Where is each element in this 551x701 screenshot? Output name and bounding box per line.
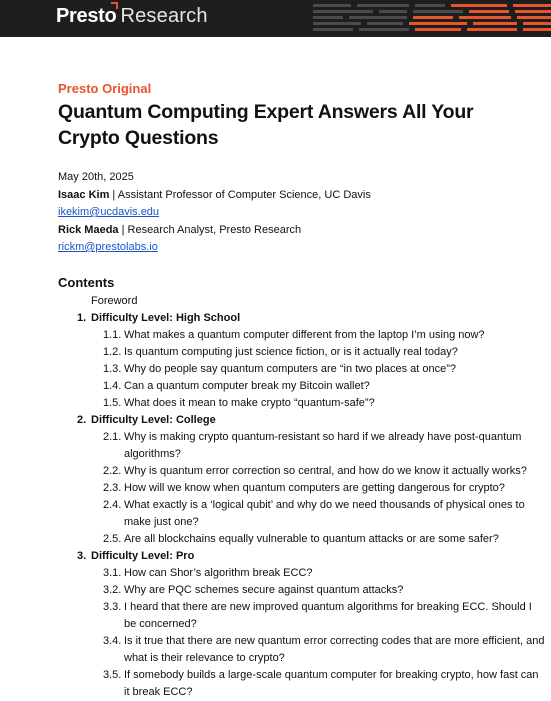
toc-section-label: Difficulty Level: College (91, 413, 216, 426)
logo-brand-o (105, 5, 117, 27)
toc-item[interactable] (58, 361, 551, 378)
toc-item[interactable] (58, 429, 551, 463)
toc-section-number (58, 548, 91, 565)
stripe-row (313, 16, 551, 19)
presto-research-logo[interactable] (56, 5, 208, 27)
toc-item[interactable] (58, 480, 551, 497)
toc-item-number: 3.3. (103, 600, 122, 613)
doc-meta (58, 169, 551, 257)
stripe-segment (409, 22, 467, 25)
decorative-stripes (313, 4, 551, 34)
author-name: Isaac Kim (58, 188, 110, 201)
logo-sub: Research (120, 5, 208, 27)
document-body (0, 81, 551, 701)
stripe-segment (313, 16, 343, 19)
toc-item[interactable] (58, 633, 551, 667)
toc-item-number: 3.1. (103, 566, 122, 579)
stripe-segment (523, 22, 551, 25)
toc-item-text: Are all blockchains equally vulnerable to quantum attacks or are some safer? (124, 532, 499, 545)
author-line (58, 187, 551, 205)
toc-item-number: 2.1. (103, 430, 122, 443)
toc-section-label: Difficulty Level: Pro (91, 549, 195, 562)
stripe-segment (523, 28, 551, 31)
toc-item-number: 3.5. (103, 668, 122, 681)
stripe-row (313, 28, 551, 31)
toc-item-text: Why is making crypto quantum-resistant so hard if we already have post-quantum algorithms? (124, 430, 522, 460)
toc-section-number-text: 1. (77, 311, 87, 324)
contents-heading: Contents (58, 274, 115, 290)
stripe-segment (313, 4, 351, 7)
stripe-segment (313, 22, 361, 25)
toc-item-text: How can Shor’s algorithm break ECC? (124, 566, 313, 579)
author-name: Rick Maeda (58, 223, 119, 236)
toc-item-number: 3.2. (103, 583, 122, 596)
author-email-line (58, 204, 551, 222)
stripe-row (313, 4, 551, 7)
author-line (58, 222, 551, 240)
author-email-link[interactable]: rickm@prestolabs.io (58, 241, 158, 253)
logo-brand-o-letter: o (104, 5, 117, 27)
doc-date: May 20th, 2025 (58, 171, 134, 183)
stripe-segment (473, 22, 517, 25)
stripe-segment (367, 22, 403, 25)
toc-item[interactable] (58, 463, 551, 480)
stripe-segment (513, 4, 551, 7)
toc-item-number: 2.5. (103, 532, 122, 545)
logo-accent-mark (111, 2, 118, 9)
toc-item[interactable] (58, 327, 551, 344)
author-role: | Assistant Professor of Computer Science, UC Davis (109, 188, 371, 201)
toc-item-text: Why are PQC schemes secure against quantum attacks? (124, 583, 404, 596)
toc-item-number: 1.3. (103, 362, 122, 375)
toc-section[interactable] (58, 548, 551, 565)
toc-item[interactable] (58, 599, 551, 633)
toc-section-number-text: 3. (77, 549, 87, 562)
toc-item-text: I heard that there are new improved quantum algorithms for breaking ECC. Should I be concerned? (124, 600, 532, 630)
author-email-link[interactable]: ikekim@ucdavis.edu (58, 206, 160, 218)
toc-item-text: How will we know when quantum computers are getting dangerous for crypto? (124, 481, 505, 494)
toc-item[interactable] (58, 582, 551, 599)
toc-item-text: What makes a quantum computer different from the laptop I’m using now? (124, 328, 485, 341)
toc-item-number: 1.5. (103, 396, 122, 409)
stripe-segment (413, 10, 463, 13)
toc-item[interactable] (58, 531, 551, 548)
toc-item-number: 3.4. (103, 634, 122, 647)
toc-item-text: What does it mean to make crypto “quantum-safe”? (124, 396, 375, 409)
stripe-segment (349, 16, 407, 19)
toc-item-text: What exactly is a ‘logical qubit’ and why do we need thousands of physical ones to make just one? (124, 498, 525, 528)
toc-section-number (58, 412, 91, 429)
stripe-segment (357, 4, 409, 7)
stripe-segment (451, 4, 507, 7)
toc-item-number: 1.4. (103, 379, 122, 392)
stripe-row (313, 22, 551, 25)
stripe-segment (467, 28, 517, 31)
toc-item-number: 2.4. (103, 498, 122, 511)
author-role: | Research Analyst, Presto Research (118, 223, 302, 236)
toc-item[interactable] (58, 565, 551, 582)
stripe-segment (415, 4, 445, 7)
stripe-segment (515, 10, 551, 13)
stripe-segment (313, 10, 373, 13)
toc-item-number: 1.2. (103, 345, 122, 358)
toc-item-number: 2.2. (103, 464, 122, 477)
toc-section-number-text: 2. (77, 413, 87, 426)
stripe-segment (379, 10, 407, 13)
toc-item-number: 2.3. (103, 481, 122, 494)
logo-brand: Prest (56, 5, 105, 27)
toc-item-text: If somebody builds a large-scale quantum computer for breaking crypto, how fast can it break ECC? (124, 668, 539, 698)
toc-item-text: Why do people say quantum computers are “in two places at once”? (124, 362, 457, 375)
stripe-segment (517, 16, 551, 19)
toc-section[interactable] (58, 412, 551, 429)
doc-title: Quantum Computing Expert Answers All Your Crypto Questions (58, 101, 474, 149)
toc-item-text: Is quantum computing just science fiction, or is it actually real today? (124, 345, 458, 358)
toc-item-text: Can a quantum computer break my Bitcoin wallet? (124, 379, 370, 392)
author-email-line (58, 239, 551, 257)
header-bar (0, 0, 551, 37)
stripe-segment (313, 28, 353, 31)
toc-item[interactable] (58, 497, 551, 531)
toc-item[interactable] (58, 344, 551, 361)
stripe-segment (359, 28, 409, 31)
toc-item-text: Why is quantum error correction so central, and how do we know it actually works? (124, 464, 527, 477)
toc-section-number (58, 310, 91, 327)
toc-section[interactable] (58, 310, 551, 327)
table-of-contents (58, 293, 551, 701)
stripe-segment (469, 10, 509, 13)
toc-item[interactable] (58, 378, 551, 395)
stripe-segment (415, 28, 461, 31)
toc-item-number: 1.1. (103, 328, 122, 341)
stripe-segment (413, 16, 453, 19)
doc-eyebrow: Presto Original (58, 81, 152, 96)
toc-item-text: Is it true that there are new quantum error correcting codes that are more efficient, and what is their relevance to crypto? (124, 634, 545, 664)
toc-item[interactable] (58, 395, 551, 412)
stripe-segment (459, 16, 511, 19)
toc-foreword[interactable]: Foreword (91, 294, 138, 307)
toc-item[interactable] (58, 667, 551, 701)
toc-section-label: Difficulty Level: High School (91, 311, 241, 324)
stripe-row (313, 10, 551, 13)
